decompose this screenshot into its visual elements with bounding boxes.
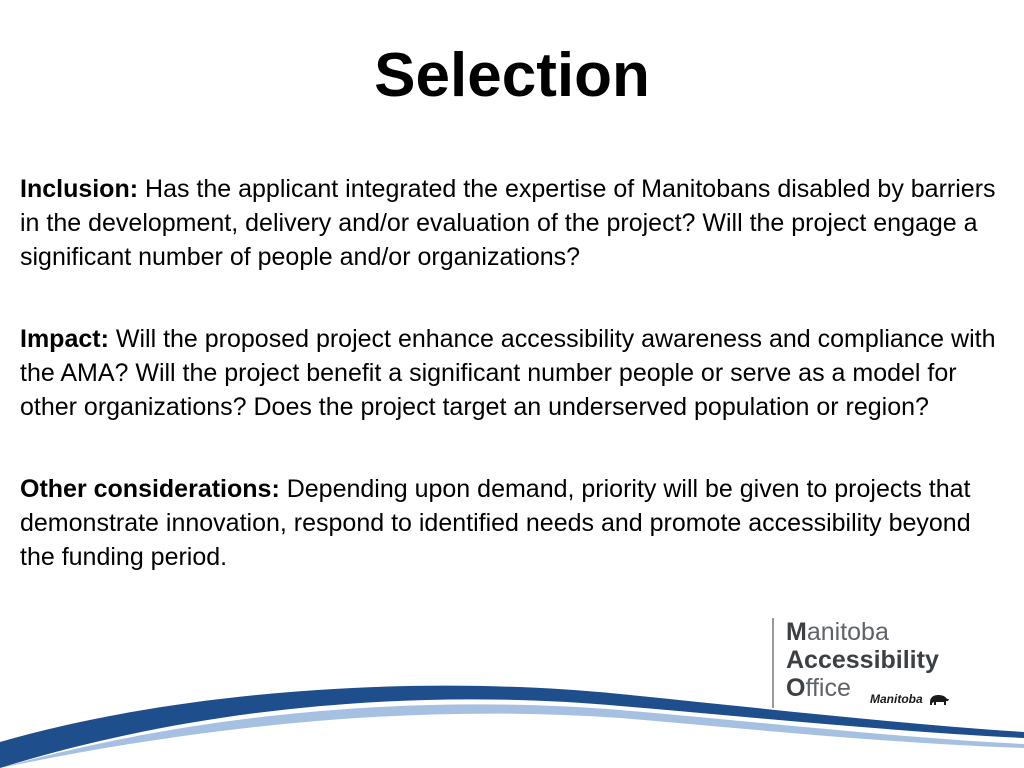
paragraph-label: Inclusion:: [20, 175, 139, 203]
paragraph-label: Other considerations:: [20, 475, 280, 503]
logo-divider: [772, 618, 774, 708]
paragraph-inclusion: [20, 172, 1005, 274]
manitoba-accessibility-office-logo: [772, 618, 972, 708]
paragraph-text: Has the applicant integrated the expertise of Manitobans disabled by barriers in the development, delivery and/or evaluation of the project? Will the project engage a significant number of people and/or organizations?: [20, 175, 996, 271]
paragraph-impact: [20, 322, 1005, 424]
slide-body: [20, 172, 1005, 622]
paragraph-text: Will the proposed project enhance accessibility awareness and compliance with the AMA? Will the project benefit a significant number people or serve as a model for other organizations? Does the project target an underserved population or region?: [20, 325, 996, 421]
logo-line-2: Accessibility: [786, 646, 939, 674]
paragraph-text: Depending upon demand, priority will be given to projects that demonstrate innovation, respond to identified needs and promote accessibility beyond the funding period.: [20, 475, 971, 571]
logo-line-3: Office: [786, 674, 851, 702]
logo-line-1: Manitoba: [786, 618, 889, 646]
manitoba-wordmark: Manitoba: [870, 692, 950, 707]
paragraph-other-considerations: [20, 472, 1005, 574]
bison-icon: [928, 693, 950, 707]
paragraph-label: Impact:: [20, 325, 109, 353]
slide-title: Selection: [374, 41, 650, 110]
